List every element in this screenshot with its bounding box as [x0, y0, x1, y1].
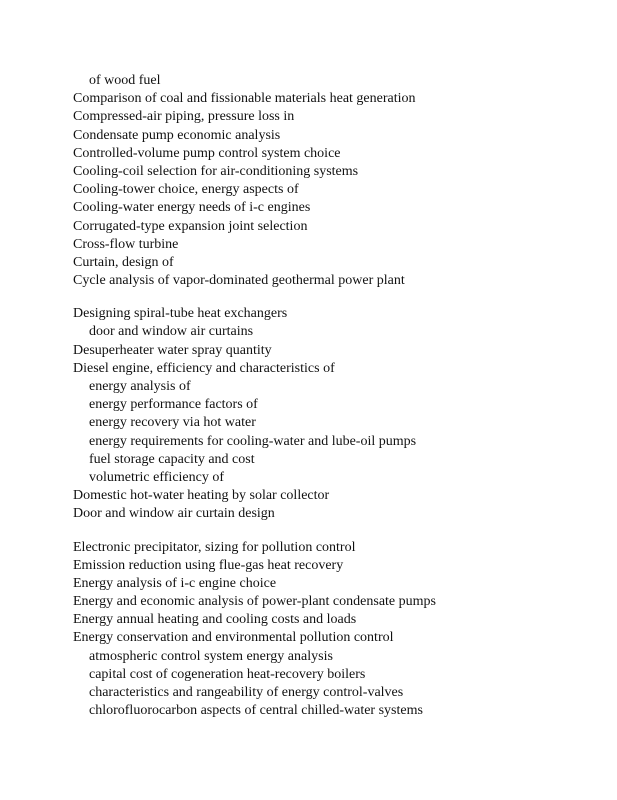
index-subentry: volumetric efficiency of — [89, 469, 225, 485]
index-entry: Door and window air curtain design — [73, 506, 275, 522]
index-entry: Energy and economic analysis of power-plant condensate pumps — [73, 594, 436, 610]
index-entry: Emission reduction using flue-gas heat recovery — [73, 557, 344, 573]
index-page — [73, 72, 603, 720]
index-entry: Condensate pump economic analysis — [73, 127, 281, 143]
index-entry: Cooling-tower choice, energy aspects of — [73, 182, 299, 198]
index-subentry: capital cost of cogeneration heat-recovery boilers — [89, 666, 366, 682]
index-entry: Comparison of coal and fissionable materials heat generation — [73, 91, 416, 107]
index-subentry: atmospheric control system energy analysis — [89, 648, 333, 664]
index-entry: Compressed-air piping, pressure loss in — [73, 109, 295, 125]
index-subentry: chlorofluorocarbon aspects of central chilled-water systems — [89, 703, 423, 719]
index-entry: Energy conservation and environmental pollution control — [73, 630, 394, 646]
index-subentry: energy performance factors of — [89, 397, 258, 413]
index-entry: Diesel engine, efficiency and characteristics of — [73, 360, 335, 376]
index-entry: Domestic hot-water heating by solar collector — [73, 488, 330, 504]
index-entry: Controlled-volume pump control system choice — [73, 145, 341, 161]
index-group — [73, 539, 603, 721]
index-subentry: door and window air curtains — [89, 324, 254, 340]
index-group — [73, 72, 603, 290]
index-entry: Desuperheater water spray quantity — [73, 342, 272, 358]
index-entry: Corrugated-type expansion joint selection — [73, 218, 308, 234]
index-subentry: of wood fuel — [89, 73, 161, 88]
index-entry: Cooling-water energy needs of i-c engines — [73, 200, 311, 216]
index-entry: Cross-flow turbine — [73, 236, 179, 252]
index-subentry: fuel storage capacity and cost — [89, 451, 255, 467]
index-entry: Electronic precipitator, sizing for pollution control — [73, 539, 356, 555]
index-subentry: energy analysis of — [89, 379, 191, 394]
index-entry: Energy analysis of i-c engine choice — [73, 575, 277, 591]
index-entry: Cooling-coil selection for air-conditioning systems — [73, 163, 359, 179]
index-subentry: characteristics and rangeability of energy control-valves — [89, 685, 404, 700]
index-entry: Designing spiral-tube heat exchangers — [73, 306, 288, 322]
index-subentry: energy recovery via hot water — [89, 415, 256, 431]
index-entry: Curtain, design of — [73, 254, 174, 270]
index-entry: Cycle analysis of vapor-dominated geothermal power plant — [73, 273, 405, 289]
index-subentry: energy requirements for cooling-water and lube-oil pumps — [89, 433, 417, 449]
index-entry: Energy annual heating and cooling costs and loads — [73, 612, 357, 628]
index-group — [73, 305, 603, 523]
